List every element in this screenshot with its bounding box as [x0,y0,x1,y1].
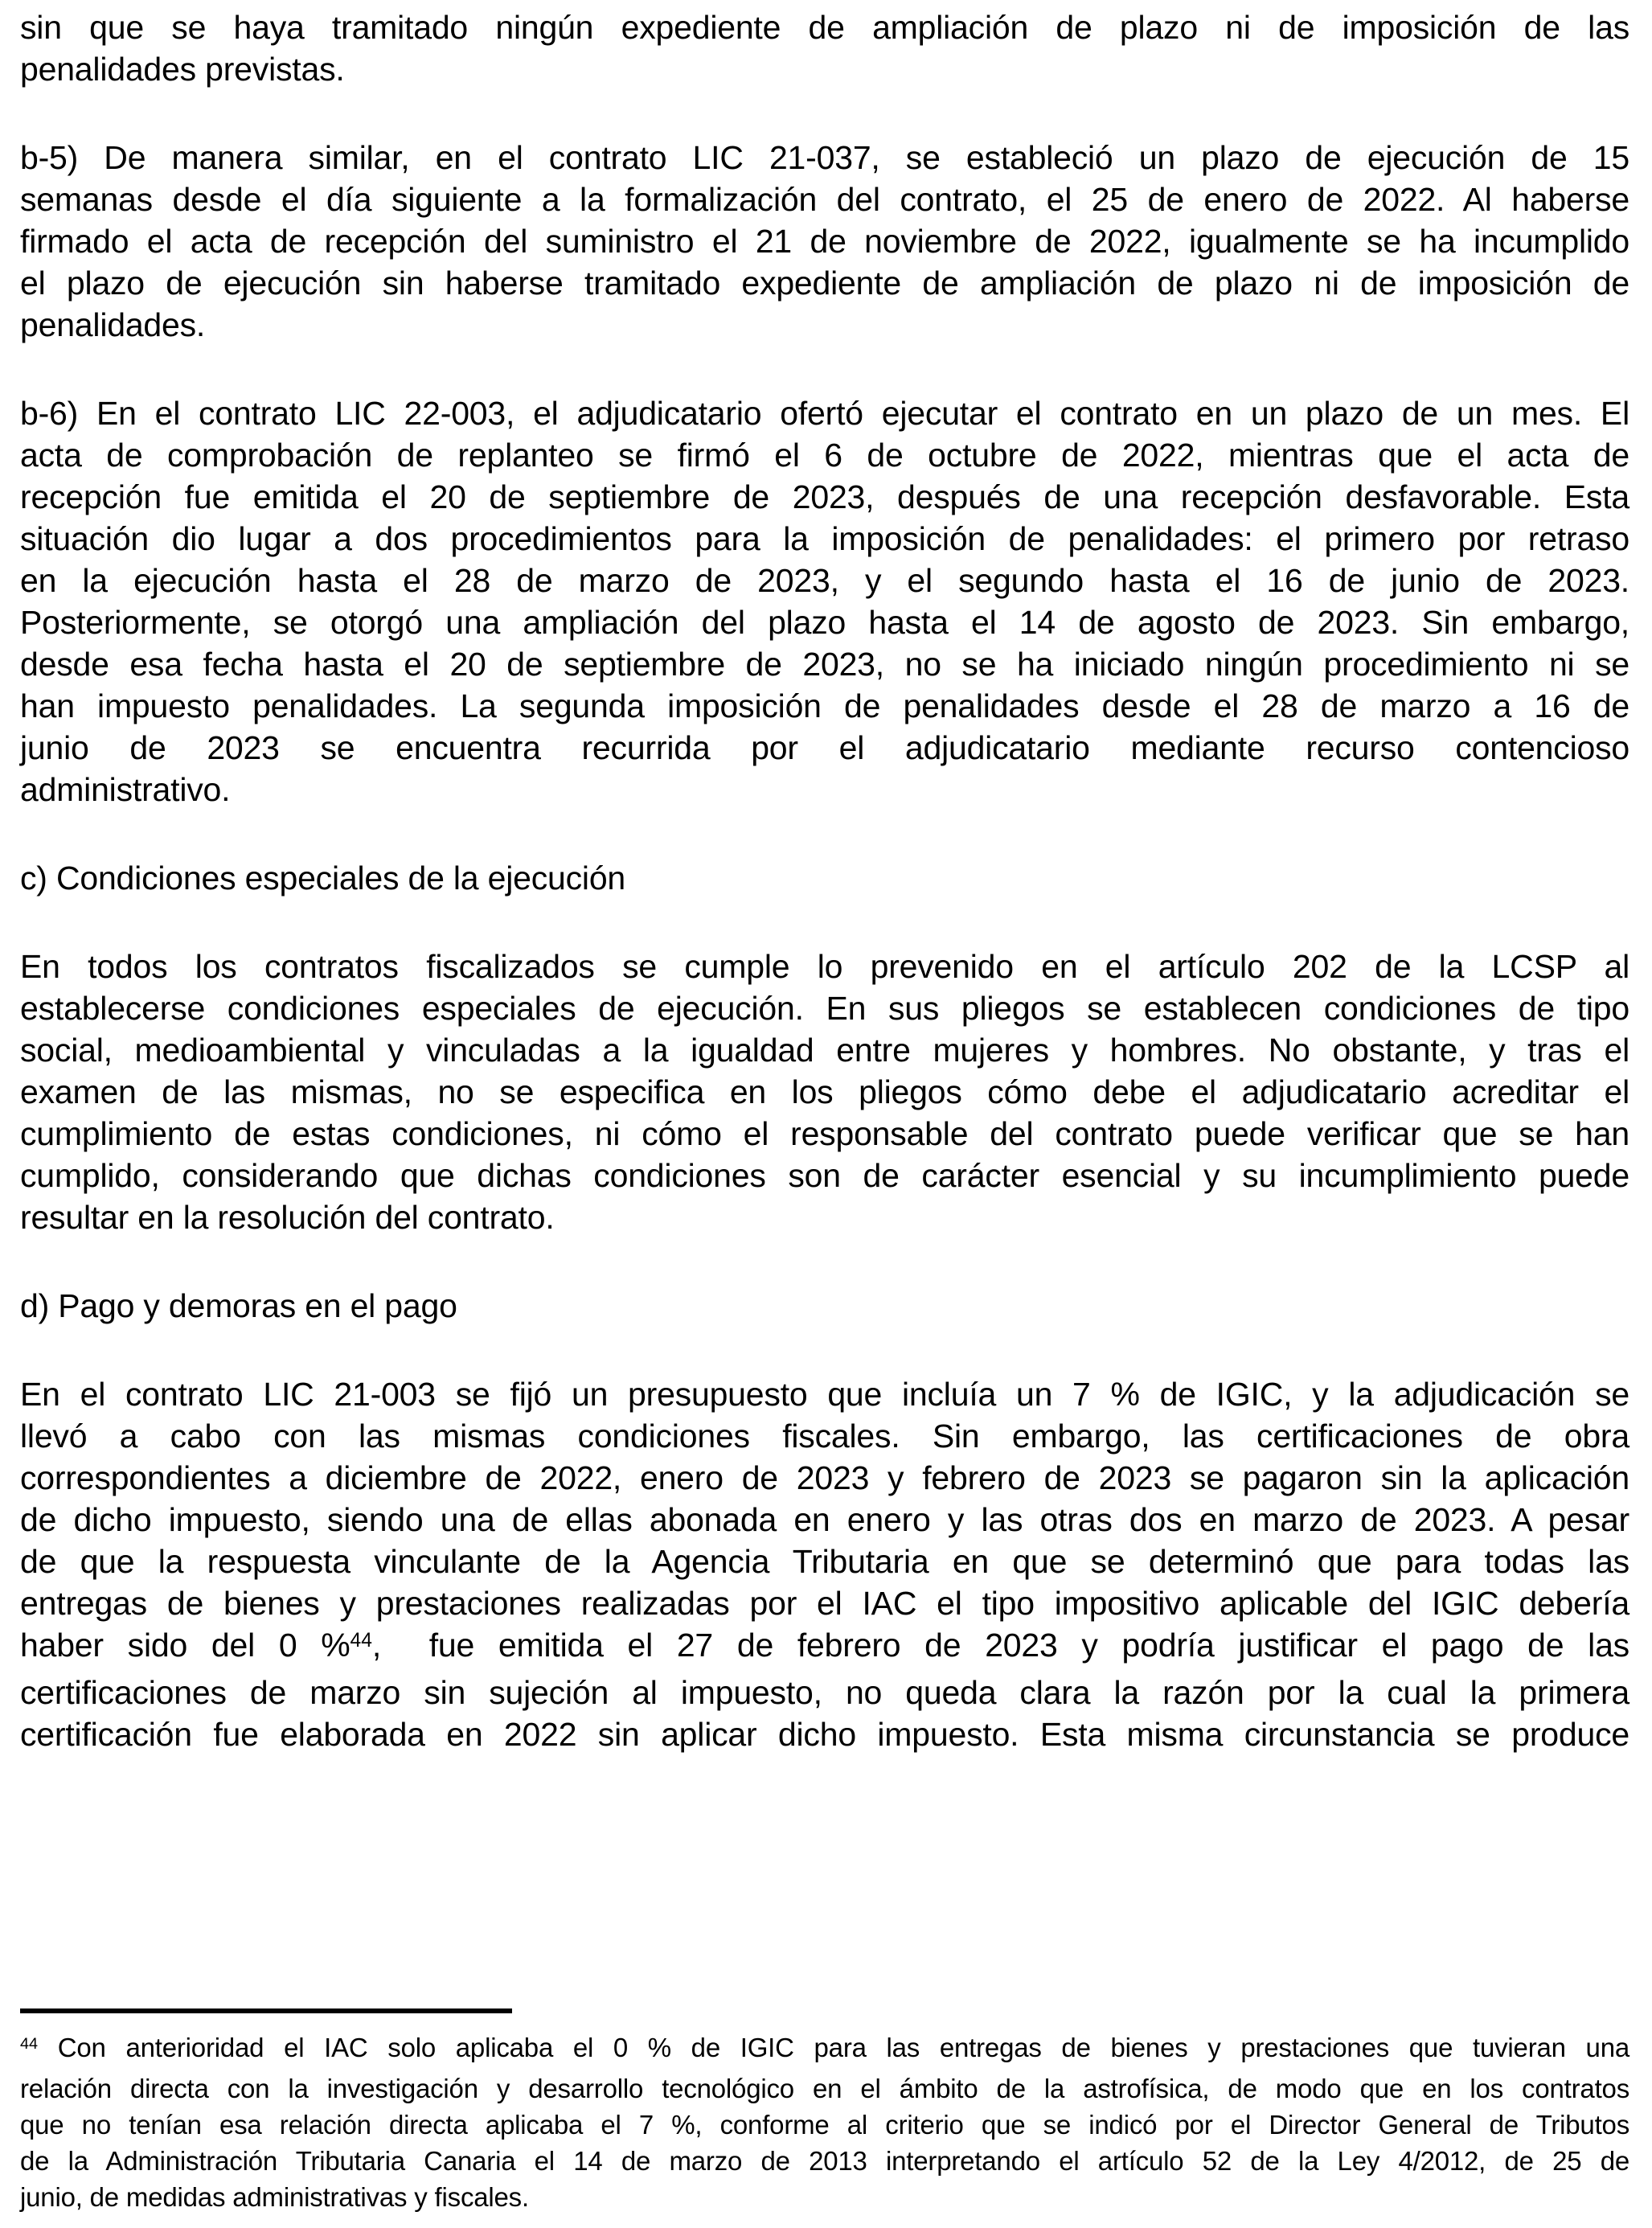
text-line: entregas de bienes y prestaciones realizadas por el IAC el tipo impositivo aplicable del IGIC debería [20,1585,1629,1622]
text-line: cumplido, considerando que dichas condiciones son de carácter esencial y su incumplimiento puede [20,1157,1629,1194]
paragraph [20,1373,1629,1755]
text-line: certificaciones de marzo sin sujeción al impuesto, no queda clara la razón por la cual la primera [20,1674,1629,1711]
text-line: de que la respuesta vinculante de la Agencia Tributaria en que se determinó que para todas las [20,1543,1629,1580]
footnote-separator [20,2008,512,2013]
text-line: certificación fue elaborada en 2022 sin aplicar dicho impuesto. Esta misma circunstancia se produce [20,1716,1629,1753]
text-line: que no tenían esa relación directa aplicaba el 7 %, conforme al criterio que se indicó por el Director General de Tributos [20,2110,1629,2140]
text-line: acta de comprobación de replanteo se firmó el 6 de octubre de 2022, mientras que el acta de [20,437,1629,474]
text-line: c) Condiciones especiales de la ejecución [20,860,626,897]
footnote-area [20,2008,1629,2215]
text-line: sin que se haya tramitado ningún expediente de ampliación de plazo ni de imposición de las [20,9,1629,46]
text-line: penalidades previstas. [20,51,345,88]
text-line: junio de 2023 se encuentra recurrida por el adjudicatario mediante recurso contencioso [20,729,1629,766]
text-line: junio, de medidas administrativas y fiscales. [20,2182,529,2212]
text-line: cumplimiento de estas condiciones, ni cómo el responsable del contrato puede verificar que se han [20,1115,1629,1152]
text-line: En todos los contratos fiscalizados se cumple lo prevenido en el artículo 202 de la LCSP al [20,948,1629,985]
text-line: recepción fue emitida el 20 de septiembre de 2023, después de una recepción desfavorable. Esta [20,478,1629,515]
text-line: examen de las mismas, no se especifica en los pliegos cómo debe el adjudicatario acreditar el [20,1073,1629,1110]
text-line: correspondientes a diciembre de 2022, enero de 2023 y febrero de 2023 se pagaron sin la aplicación [20,1459,1629,1496]
text-line: firmado el acta de recepción del suministro el 21 de noviembre de 2022, igualmente se ha incumplido [20,223,1629,260]
text-line: Posteriormente, se otorgó una ampliación del plazo hasta el 14 de agosto de 2023. Sin embargo, [20,604,1629,641]
text-line: d) Pago y demoras en el pago [20,1287,457,1324]
text-line: semanas desde el día siguiente a la formalización del contrato, el 25 de enero de 2022. Al haberse [20,181,1629,218]
text-line: relación directa con la investigación y desarrollo tecnológico en el ámbito de la astrofísica, de modo que en los contratos [20,2074,1629,2103]
text-line: b-6) En el contrato LIC 22-003, el adjudicatario ofertó ejecutar el contrato en un plazo de un mes. El [20,395,1629,432]
text-line: han impuesto penalidades. La segunda imposición de penalidades desde el 28 de marzo a 16 de [20,687,1629,724]
text-line: penalidades. [20,306,206,343]
paragraph [20,392,1629,810]
text-line: resultar en la resolución del contrato. [20,1199,555,1236]
footnote-marker-superscript: 44 [350,1629,372,1652]
paragraph [20,6,1629,90]
text-line: haber sido del 0 %$^{44}$, fue emitida el 27 de febrero de 2023 y podría justificar el pago de las [20,1627,1629,1664]
text-line: llevó a cabo con las mismas condiciones fiscales. Sin embargo, las certificaciones de obra [20,1418,1629,1455]
text-line: establecerse condiciones especiales de ejecución. En sus pliegos se establecen condiciones de tipo [20,990,1629,1027]
text-line: de dicho impuesto, siendo una de ellas abonada en enero y las otras dos en marzo de 2023. A pesar [20,1501,1629,1538]
footnote-marker-superscript: 44 [20,2035,39,2054]
section-heading [20,857,1629,899]
text-line: en la ejecución hasta el 28 de marzo de 2023, y el segundo hasta el 16 de junio de 2023. [20,562,1629,599]
text-line: En el contrato LIC 21-003 se fijó un presupuesto que incluía un 7 % de IGIC, y la adjudicación se [20,1376,1629,1413]
text-line: situación dio lugar a dos procedimientos para la imposición de penalidades: el primero por retraso [20,520,1629,557]
text-line: el plazo de ejecución sin haberse tramitado expediente de ampliación de plazo ni de imposición de [20,265,1629,302]
text-line: social, medioambiental y vinculadas a la igualdad entre mujeres y hombres. No obstante, y tras el [20,1032,1629,1069]
text-line: de la Administración Tributaria Canaria el 14 de marzo de 2013 interpretando el artículo 52 de la Ley 4/2012, de 25 de [20,2146,1629,2176]
paragraph [20,946,1629,1238]
document-body [20,6,1629,1755]
text-line: $^{44}$ Con anterioridad el IAC solo aplicaba el 0 % de IGIC para las entregas de bienes y prestaciones que tuvieran una [20,2033,1629,2062]
text-line: desde esa fecha hasta el 20 de septiembre de 2023, no se ha iniciado ningún procedimiento ni se [20,646,1629,683]
footnote-text [20,2029,1629,2215]
text-line: b-5) De manera similar, en el contrato LIC 21-037, se estableció un plazo de ejecución de 15 [20,139,1629,176]
text-line: administrativo. [20,771,231,808]
section-heading [20,1285,1629,1327]
paragraph [20,137,1629,346]
